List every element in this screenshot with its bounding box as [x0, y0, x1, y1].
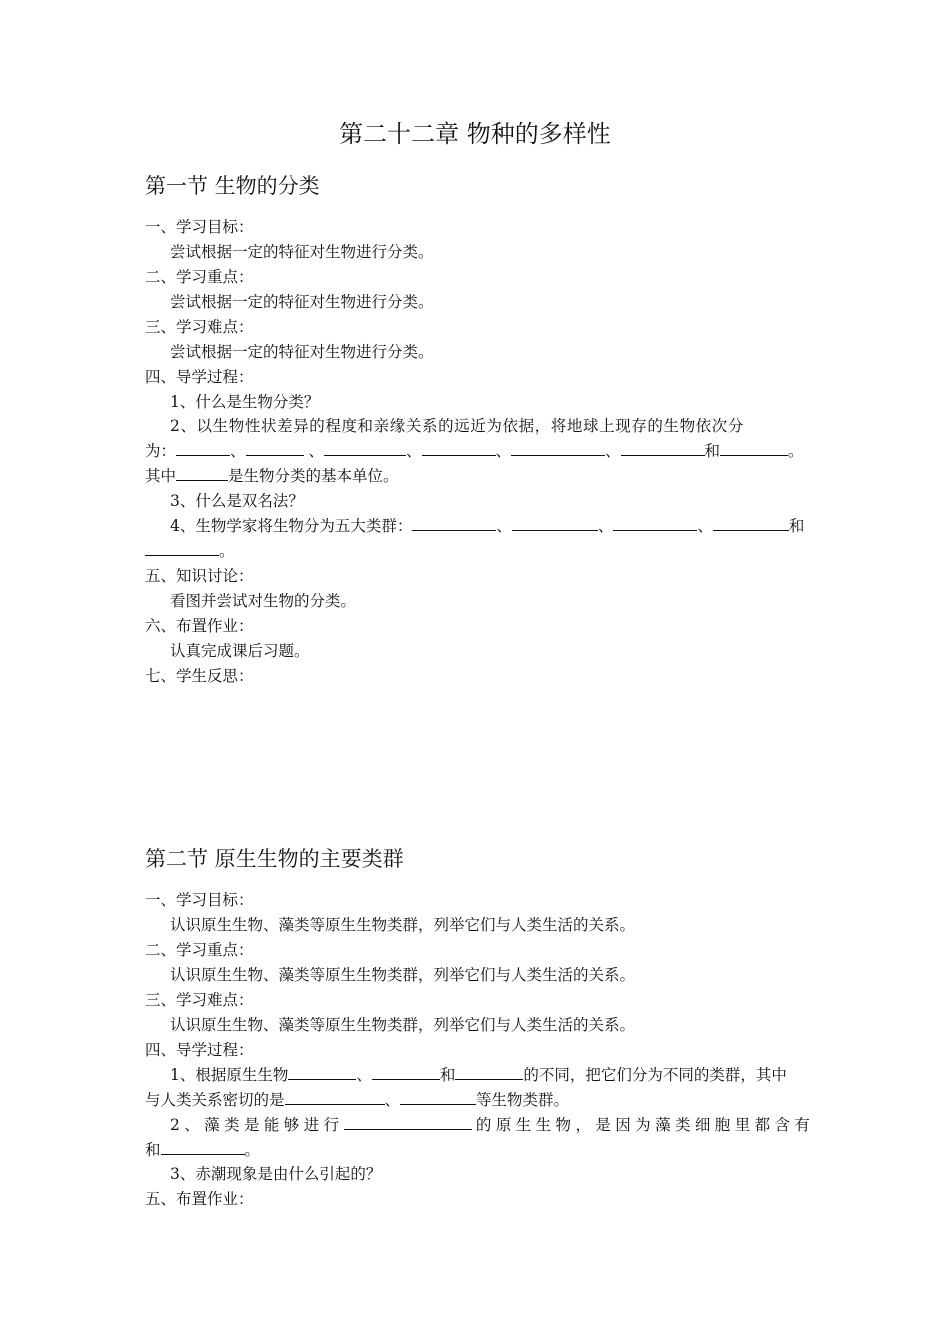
fill-blank[interactable]: [412, 516, 496, 531]
q2-char: 原: [495, 1116, 512, 1134]
s2-heading-homework: 五、布置作业：: [145, 1190, 254, 1208]
s1-heading-homework: 六、布置作业：: [145, 617, 254, 635]
separator: 、: [496, 517, 512, 535]
q2-char: 是: [243, 1116, 260, 1134]
fill-blank[interactable]: [344, 1115, 472, 1130]
s2-question-2-line1: [170, 1115, 810, 1135]
q2-char: 类: [674, 1116, 691, 1134]
s2-question-2-line2: [145, 1140, 810, 1160]
fill-blank[interactable]: [246, 441, 304, 456]
s1-goal-text: 尝试根据一定的特征对生物进行分类。: [170, 243, 434, 261]
separator: 、: [495, 442, 512, 460]
s1-heading-focus: 二、学习重点：: [145, 268, 254, 286]
s2-heading-goal: 一、学习目标：: [145, 891, 254, 909]
q2-char: ，: [575, 1116, 591, 1134]
separator: 、: [597, 517, 614, 535]
q2-char: 为: [635, 1116, 651, 1134]
s1-q2-prefix: 为：: [145, 442, 177, 460]
and-word: 和: [439, 1066, 456, 1084]
s1-heading-process: 四、导学过程：: [145, 368, 254, 386]
separator: 、: [230, 442, 246, 460]
section2-title: 第二节 原生生物的主要类群: [145, 847, 404, 871]
fill-blank[interactable]: [372, 1065, 440, 1080]
q2-char: 够: [283, 1116, 300, 1134]
s2-heading-process: 四、导学过程：: [145, 1041, 254, 1059]
q2-char: 、: [184, 1116, 200, 1134]
q2-char: 物: [555, 1116, 572, 1134]
q2-char: 有: [794, 1116, 810, 1134]
fill-blank[interactable]: [512, 516, 598, 531]
s2-heading-focus: 二、学习重点：: [145, 941, 254, 959]
s1-heading-difficulty: 三、学习难点：: [145, 318, 254, 336]
fill-blank[interactable]: [613, 516, 697, 531]
s1-question-3: 3、什么是双名法？: [170, 492, 304, 510]
s1-difficulty-text: 尝试根据一定的特征对生物进行分类。: [170, 343, 434, 361]
fill-blank[interactable]: [455, 1065, 523, 1080]
s1-focus-text: 尝试根据一定的特征对生物进行分类。: [170, 293, 434, 311]
s1-heading-reflection: 七、学生反思：: [145, 667, 254, 685]
s2-heading-difficulty: 三、学习难点：: [145, 991, 254, 1009]
separator: 、: [356, 1066, 372, 1084]
s1-question-2-line2: [145, 441, 810, 461]
s1-question-4-line2: [145, 541, 810, 561]
fill-blank[interactable]: [161, 1140, 245, 1155]
s1-question-2-line1: 2、以生物性状差异的程度和亲缘关系的远近为依据，将地球上现存的生物依次分: [170, 417, 744, 435]
q2-char: 藻: [204, 1116, 220, 1134]
fill-blank[interactable]: [621, 441, 705, 456]
fill-blank[interactable]: [422, 441, 496, 456]
separator: 、: [308, 442, 324, 460]
s1-question-2-line3: [145, 466, 810, 486]
fill-blank[interactable]: [145, 541, 219, 556]
fill-blank[interactable]: [288, 1065, 356, 1080]
s2-q1-l2-suffix: 等生物类群。: [476, 1091, 570, 1109]
q2-char: 生: [515, 1116, 532, 1134]
fill-blank[interactable]: [176, 466, 228, 481]
q2-char: 进: [303, 1116, 320, 1134]
s2-q2-justified-line: [170, 1115, 810, 1135]
q2-char: 细: [694, 1116, 711, 1134]
s2-q1-l2-prefix: 与人类关系密切的是: [145, 1091, 285, 1109]
s1-heading-discussion: 五、知识讨论：: [145, 567, 254, 585]
q2-char: 含: [774, 1116, 791, 1134]
separator: 、: [697, 517, 713, 535]
s1-q2-l3-prefix: 其中: [145, 467, 177, 485]
s1-question-4-line1: [170, 516, 810, 536]
period: 。: [788, 442, 804, 460]
s2-question-1-line1: [170, 1065, 810, 1085]
period: 。: [219, 542, 235, 560]
q2-char: 的: [475, 1116, 492, 1134]
s1-heading-goal: 一、学习目标：: [145, 218, 254, 236]
s2-question-1-line2: [145, 1090, 810, 1110]
q2-char: 胞: [714, 1116, 731, 1134]
fill-blank[interactable]: [324, 441, 406, 456]
fill-blank[interactable]: [511, 441, 605, 456]
fill-blank[interactable]: [176, 441, 230, 456]
q2-char: 藻: [655, 1116, 671, 1134]
s2-goal-text: 认识原生生物、藻类等原生生物类群，列举它们与人类生活的关系。: [170, 916, 636, 934]
s1-discussion-text: 看图并尝试对生物的分类。: [170, 592, 357, 610]
fill-blank[interactable]: [713, 516, 789, 531]
q2-char: 2: [170, 1116, 180, 1134]
separator: 、: [384, 1091, 401, 1109]
s2-question-3: 3、赤潮现象是由什么引起的？: [170, 1165, 382, 1183]
q2-char: 类: [224, 1116, 240, 1134]
section1-title: 第一节 生物的分类: [145, 174, 320, 198]
q2-char: 都: [754, 1116, 771, 1134]
s2-q2-l2-suffix: 。: [244, 1141, 261, 1159]
s1-homework-text: 认真完成课后习题。: [170, 642, 310, 660]
fill-blank[interactable]: [285, 1090, 385, 1105]
s2-q1-suffix: 的不同，把它们分为不同的类群，其中: [523, 1066, 787, 1084]
and-word: 和: [788, 517, 805, 535]
s1-q2-l3-suffix: 是生物分类的基本单位。: [228, 467, 399, 485]
separator: 、: [605, 442, 621, 460]
separator: 、: [405, 442, 422, 460]
s2-difficulty-text: 认识原生生物、藻类等原生生物类群，列举它们与人类生活的关系。: [170, 1016, 636, 1034]
s2-q1-prefix: 1、根据原生生物: [170, 1066, 289, 1084]
q2-char: 是: [595, 1116, 611, 1134]
chapter-title: 第二十二章 物种的多样性: [339, 120, 611, 148]
q2-char: 生: [535, 1116, 552, 1134]
s1-q4-prefix: 4、生物学家将生物分为五大类群：: [170, 517, 413, 535]
fill-blank[interactable]: [720, 441, 788, 456]
s1-question-1: 1、什么是生物分类？: [170, 393, 320, 411]
q2-char: 因: [615, 1116, 631, 1134]
s2-q2-l2-prefix: 和: [145, 1141, 161, 1159]
s2-focus-text: 认识原生生物、藻类等原生生物类群，列举它们与人类生活的关系。: [170, 966, 636, 984]
q2-char: 行: [323, 1116, 340, 1134]
fill-blank[interactable]: [400, 1090, 476, 1105]
q2-char: 里: [734, 1116, 751, 1134]
and-word: 和: [704, 442, 721, 460]
q2-char: 能: [263, 1116, 280, 1134]
